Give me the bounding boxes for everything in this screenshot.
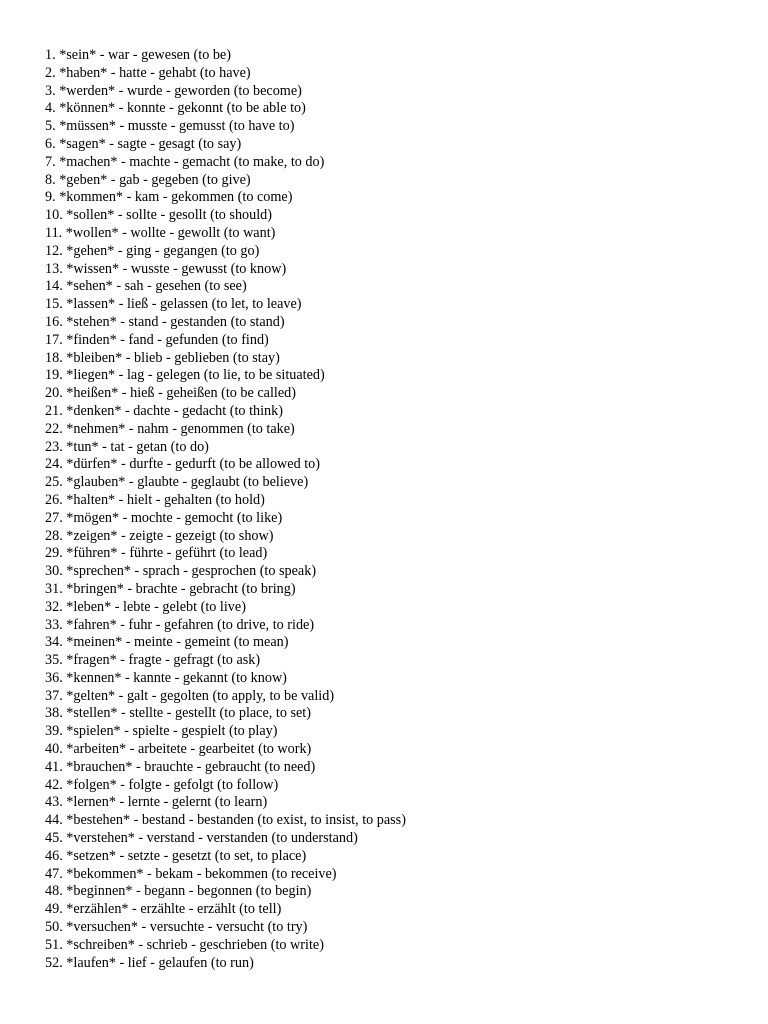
verb-list-item: 33. *fahren* - fuhr - gefahren (to drive, to ride) [45, 616, 315, 633]
verb-list-item: 4. *können* - konnte - gekonnt (to be able to) [45, 100, 306, 117]
verb-list [45, 47, 758, 972]
verb-list-item: 31. *bringen* - brachte - gebracht (to bring) [45, 580, 296, 597]
verb-list-item: 7. *machen* - machte - gemacht (to make, to do) [45, 153, 325, 170]
verb-list-item: 16. *stehen* - stand - gestanden (to stand) [45, 313, 285, 330]
verb-list-item: 38. *stellen* - stellte - gestellt (to place, to set) [45, 705, 311, 722]
verb-list-item: 52. *laufen* - lief - gelaufen (to run) [45, 954, 254, 971]
verb-list-item: 1. *sein* - war - gewesen (to be) [45, 47, 231, 63]
verb-list-item: 49. *erzählen* - erzählte - erzählt (to tell) [45, 901, 282, 918]
verb-list-item: 32. *leben* - lebte - gelebt (to live) [45, 598, 246, 615]
verb-list-item: 8. *geben* - gab - gegeben (to give) [45, 171, 251, 188]
verb-list-item: 9. *kommen* - kam - gekommen (to come) [45, 189, 293, 206]
verb-list-item: 36. *kennen* - kannte - gekannt (to know) [45, 669, 287, 686]
verb-list-item: 26. *halten* - hielt - gehalten (to hold) [45, 491, 265, 508]
verb-list-item: 43. *lernen* - lernte - gelernt (to learn) [45, 794, 268, 811]
verb-list-item: 44. *bestehen* - bestand - bestanden (to exist, to insist, to pass) [45, 812, 406, 829]
verb-list-item: 51. *schreiben* - schrieb - geschrieben (to write) [45, 936, 324, 953]
verb-list-item: 48. *beginnen* - begann - begonnen (to begin) [45, 883, 312, 900]
verb-list-item: 17. *finden* - fand - gefunden (to find) [45, 331, 269, 348]
verb-list-item: 2. *haben* - hatte - gehabt (to have) [45, 64, 251, 81]
verb-list-item: 34. *meinen* - meinte - gemeint (to mean) [45, 634, 289, 651]
verb-list-item: 47. *bekommen* - bekam - bekommen (to receive) [45, 865, 337, 882]
verb-list-item: 15. *lassen* - ließ - gelassen (to let, to leave) [45, 296, 302, 313]
verb-list-item: 27. *mögen* - mochte - gemocht (to like) [45, 509, 283, 526]
verb-list-item: 21. *denken* - dachte - gedacht (to think) [45, 402, 283, 419]
verb-list-item: 12. *gehen* - ging - gegangen (to go) [45, 242, 260, 259]
verb-list-item: 50. *versuchen* - versuchte - versucht (to try) [45, 919, 308, 936]
verb-list-item: 40. *arbeiten* - arbeitete - gearbeitet (to work) [45, 741, 312, 758]
verb-list-item: 14. *sehen* - sah - gesehen (to see) [45, 278, 247, 295]
verb-list-item: 20. *heißen* - hieß - geheißen (to be called) [45, 385, 296, 402]
verb-list-item: 25. *glauben* - glaubte - geglaubt (to believe) [45, 474, 309, 491]
verb-list-item: 10. *sollen* - sollte - gesollt (to should) [45, 207, 272, 224]
verb-list-item: 28. *zeigen* - zeigte - gezeigt (to show) [45, 527, 274, 544]
verb-list-item: 13. *wissen* - wusste - gewusst (to know) [45, 260, 287, 277]
verb-list-item: 37. *gelten* - galt - gegolten (to apply, to be valid) [45, 687, 335, 704]
verb-list-item: 39. *spielen* - spielte - gespielt (to play) [45, 723, 278, 740]
verb-list-item: 29. *führen* - führte - geführt (to lead) [45, 545, 268, 562]
verb-list-item: 3. *werden* - wurde - geworden (to become) [45, 82, 302, 99]
verb-list-item: 5. *müssen* - musste - gemusst (to have to) [45, 118, 295, 135]
verb-list-item: 45. *verstehen* - verstand - verstanden (to understand) [45, 830, 358, 847]
verb-list-item: 46. *setzen* - setzte - gesetzt (to set, to place) [45, 847, 307, 864]
verb-list-item: 35. *fragen* - fragte - gefragt (to ask) [45, 652, 261, 669]
verb-list-item: 18. *bleiben* - blieb - geblieben (to stay) [45, 349, 280, 366]
verb-list-item: 6. *sagen* - sagte - gesagt (to say) [45, 135, 242, 152]
verb-list-item: 24. *dürfen* - durfte - gedurft (to be allowed to) [45, 456, 320, 473]
verb-list-item: 42. *folgen* - folgte - gefolgt (to follow) [45, 776, 279, 793]
verb-list-item: 23. *tun* - tat - getan (to do) [45, 438, 209, 455]
verb-list-item: 41. *brauchen* - brauchte - gebraucht (to need) [45, 758, 316, 775]
verb-list-item: 19. *liegen* - lag - gelegen (to lie, to be situated) [45, 367, 325, 384]
verb-list-item: 11. *wollen* - wollte - gewollt (to want) [45, 224, 276, 241]
verb-list-item: 30. *sprechen* - sprach - gesprochen (to speak) [45, 563, 317, 580]
verb-list-item: 22. *nehmen* - nahm - genommen (to take) [45, 420, 295, 437]
